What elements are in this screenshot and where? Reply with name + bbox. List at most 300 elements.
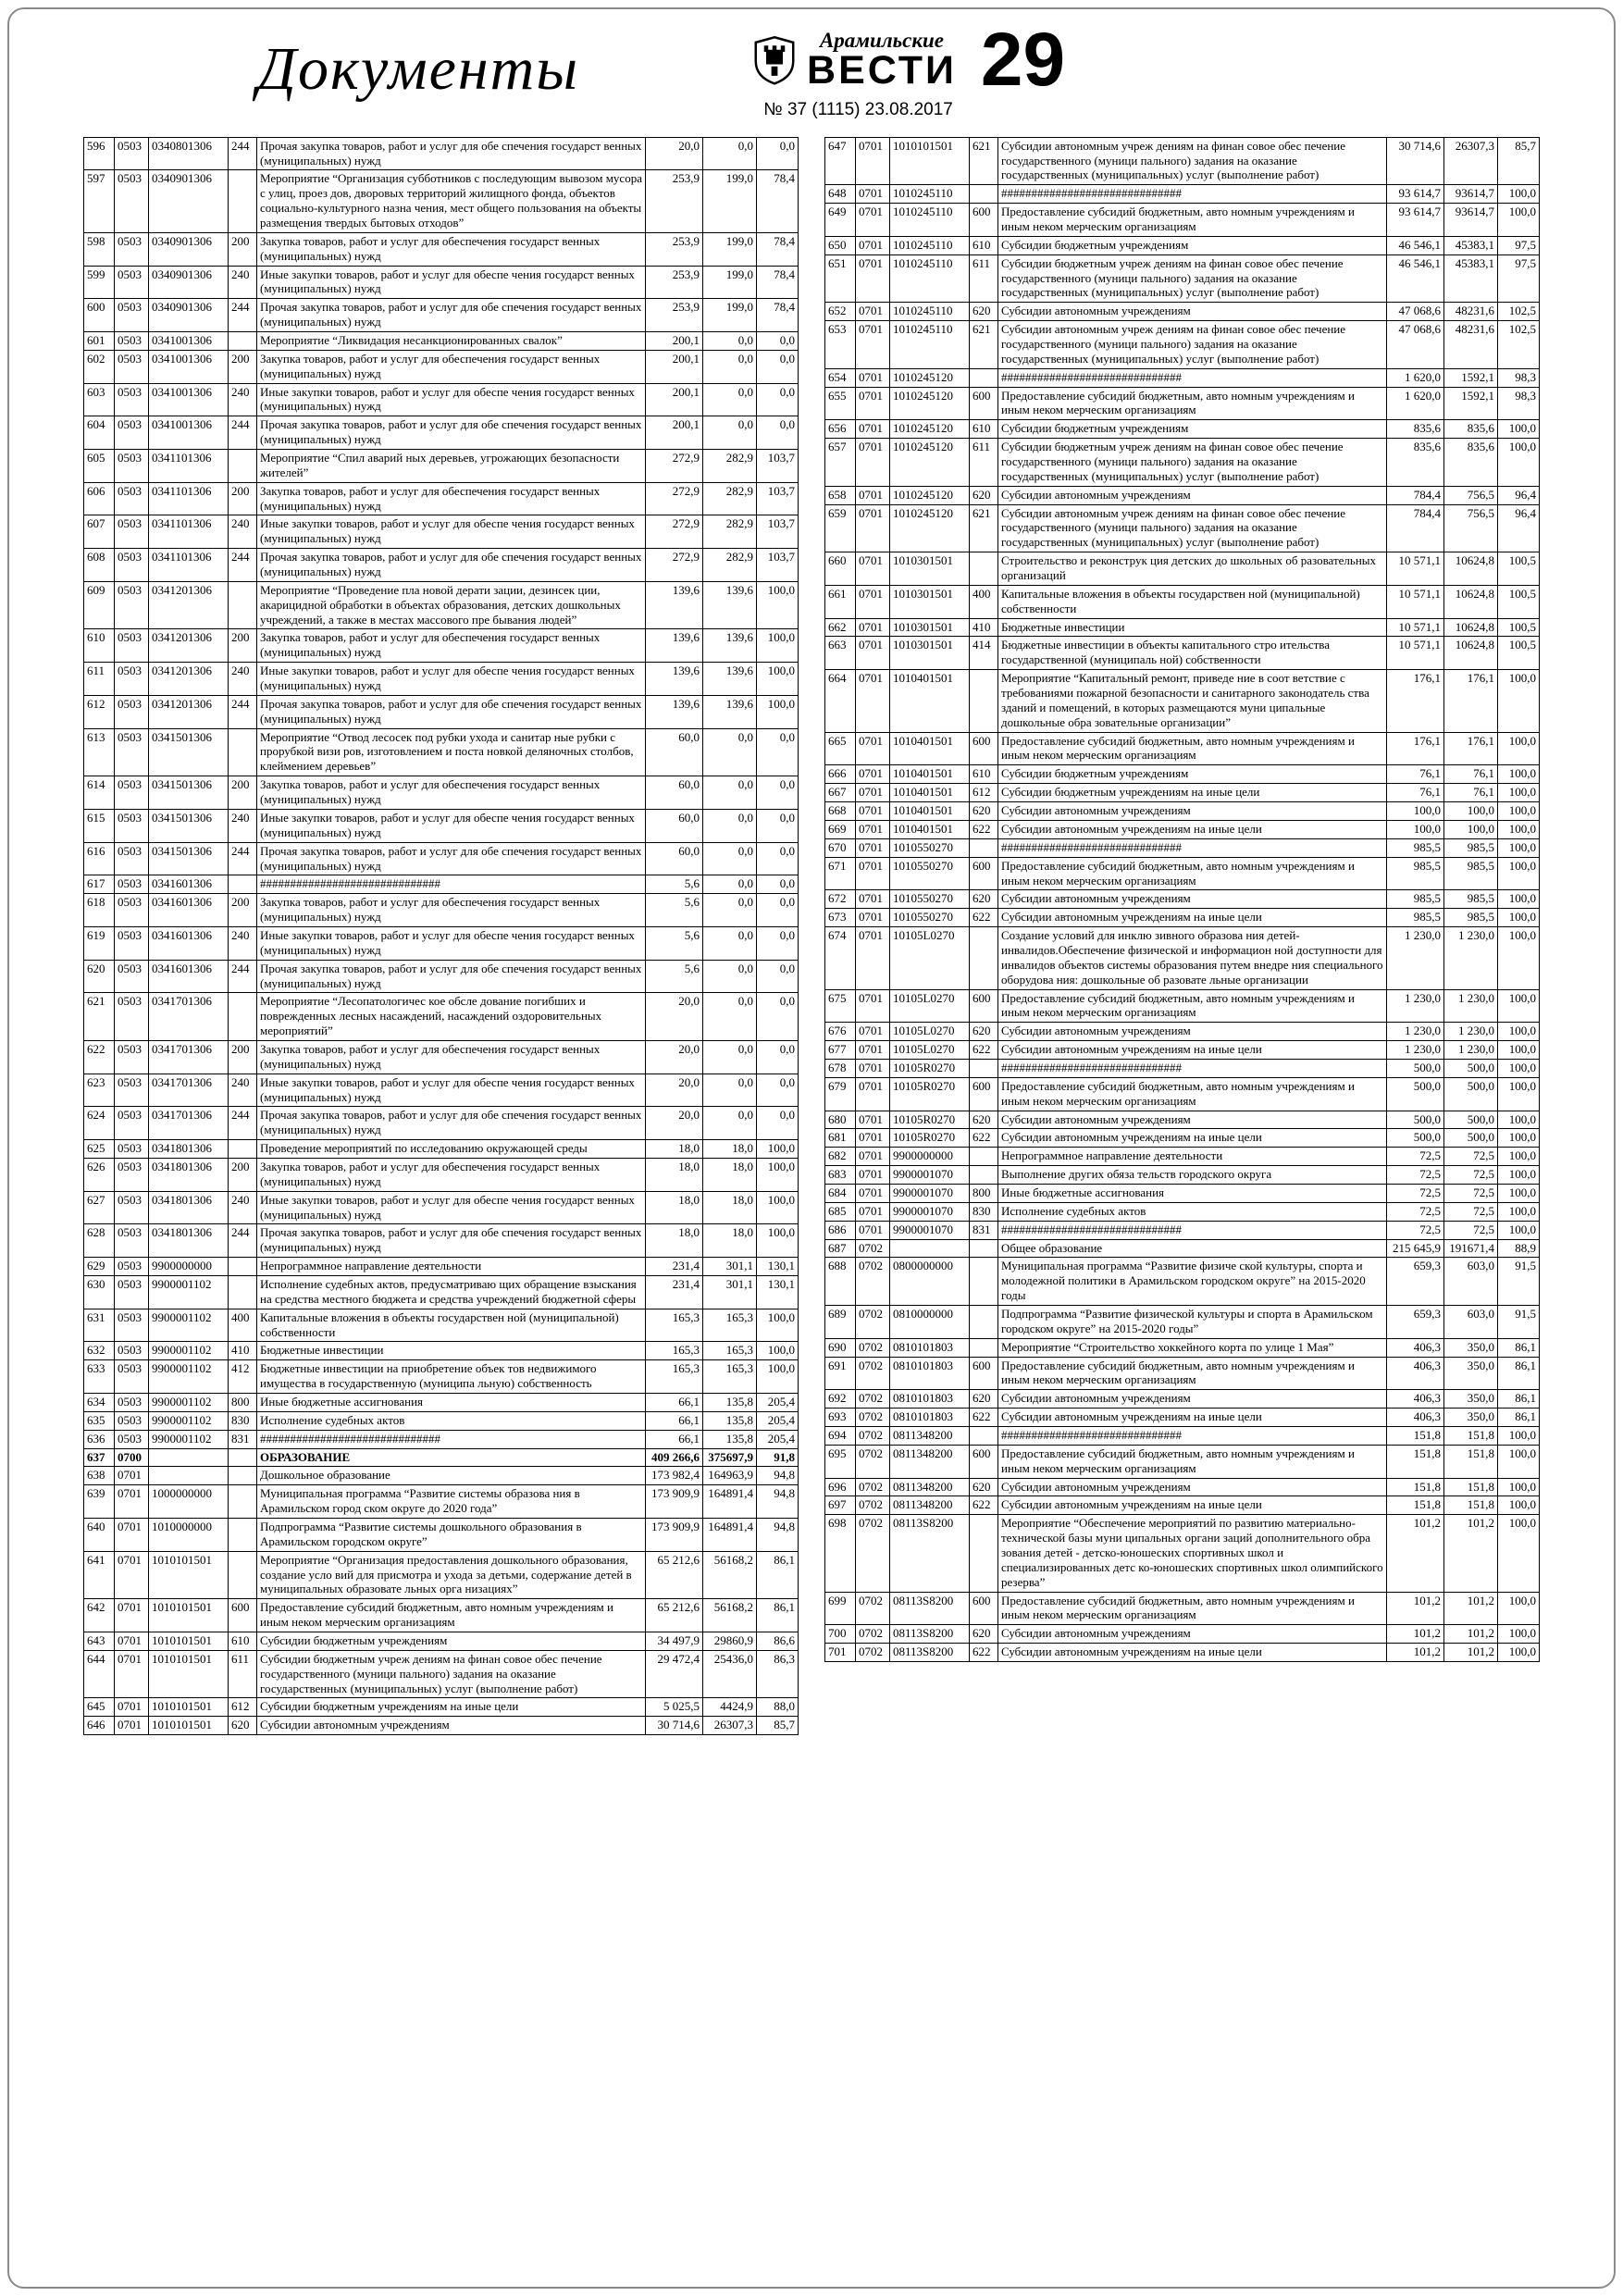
cell-section-code: 0701 [856, 670, 890, 732]
cell-plan-amount: 93 614,7 [1387, 185, 1444, 204]
cell-plan-amount: 93 614,7 [1387, 204, 1444, 237]
cell-target-code: 0810101803 [890, 1409, 970, 1427]
cell-expense-type [970, 838, 998, 857]
cell-name: Субсидии автономным учреж дениям на финан совое обес печение государственного (муници пального) задания на оказание государственных (муниципальных) услуг (выполнение работ) [998, 137, 1387, 185]
cell-executed-amount: 45383,1 [1444, 254, 1498, 303]
table-row [825, 368, 1540, 387]
cell-target-code: 9900000000 [890, 1148, 970, 1166]
cell-percent: 100,0 [1498, 439, 1540, 487]
cell-percent: 100,0 [757, 695, 799, 728]
table-row [84, 1599, 799, 1632]
cell-section-code: 0701 [115, 1717, 149, 1735]
cell-executed-amount: 603,0 [1444, 1258, 1498, 1306]
cell-row-number: 671 [825, 857, 856, 890]
cell-executed-amount: 199,0 [703, 170, 757, 232]
cell-target-code: 0811348200 [890, 1496, 970, 1515]
cell-section-code: 0503 [115, 728, 149, 776]
cell-name: Субсидии бюджетным учреждениям [998, 420, 1387, 439]
table-row [825, 1625, 1540, 1644]
table-row [825, 838, 1540, 857]
cell-name: Предоставление субсидий бюджетным, авто номным учреждениям и иным неком мерческим организациям [998, 1357, 1387, 1390]
cell-target-code: 0341101306 [149, 549, 229, 582]
cell-name: Субсидии автономным учреждениям [998, 303, 1387, 321]
cell-executed-amount: 151,8 [1444, 1427, 1498, 1446]
cell-executed-amount: 1 230,0 [1444, 989, 1498, 1023]
cell-section-code: 0503 [115, 416, 149, 450]
cell-expense-type: 830 [970, 1202, 998, 1221]
cell-executed-amount: 25436,0 [703, 1650, 757, 1698]
cell-expense-type: 610 [970, 420, 998, 439]
cell-section-code: 0701 [856, 1059, 890, 1077]
cell-plan-amount: 406,3 [1387, 1409, 1444, 1427]
cell-expense-type: 622 [970, 909, 998, 927]
cell-percent: 100,0 [757, 1360, 799, 1394]
cell-target-code: 1010550270 [890, 909, 970, 927]
cell-name: Субсидии бюджетным учреждениям [998, 236, 1387, 254]
cell-target-code: 0810101803 [890, 1390, 970, 1409]
table-row [825, 439, 1540, 487]
table-row [84, 1485, 799, 1519]
cell-plan-amount: 5 025,5 [646, 1698, 703, 1717]
cell-name: Субсидии бюджетным учреждениям [257, 1632, 646, 1651]
cell-plan-amount: 72,5 [1387, 1202, 1444, 1221]
cell-percent: 0,0 [757, 776, 799, 810]
table-row [84, 1448, 799, 1467]
cell-row-number: 642 [84, 1599, 115, 1632]
cell-expense-type: 244 [229, 1224, 257, 1258]
cell-target-code: 0811348200 [890, 1427, 970, 1446]
cell-percent: 100,0 [1498, 838, 1540, 857]
cell-target-code: 0341801306 [149, 1158, 229, 1191]
cell-section-code: 0701 [856, 1202, 890, 1221]
cell-expense-type: 410 [970, 618, 998, 637]
cell-row-number: 664 [825, 670, 856, 732]
cell-plan-amount: 176,1 [1387, 732, 1444, 765]
cell-target-code: 1010101501 [890, 137, 970, 185]
table-row [84, 299, 799, 332]
cell-expense-type: 610 [229, 1632, 257, 1651]
cell-percent: 94,8 [757, 1467, 799, 1485]
table-row [825, 1305, 1540, 1338]
cell-row-number: 609 [84, 581, 115, 629]
cell-expense-type: 611 [970, 254, 998, 303]
table-row [84, 1467, 799, 1485]
cell-name: Подпрограмма “Развитие системы дошкольного образования в Арамильском городском округе” [257, 1519, 646, 1552]
cell-name: Строительство и реконструк ция детских до школьных об разовательных организаций [998, 552, 1387, 586]
cell-expense-type: 400 [229, 1309, 257, 1342]
cell-executed-amount: 48231,6 [1444, 321, 1498, 369]
cell-expense-type: 240 [229, 266, 257, 299]
cell-plan-amount: 20,0 [646, 993, 703, 1041]
cell-percent: 91,8 [757, 1448, 799, 1467]
cell-expense-type: 621 [970, 504, 998, 552]
cell-executed-amount: 0,0 [703, 383, 757, 416]
cell-row-number: 635 [84, 1411, 115, 1430]
cell-name: Муниципальная программа “Развитие физиче ской культуры, спорта и молодежной политики в Арамильском городском округе” на 2015-2020 годы [998, 1258, 1387, 1306]
cell-plan-amount: 406,3 [1387, 1390, 1444, 1409]
cell-expense-type [229, 1140, 257, 1159]
cell-expense-type: 622 [970, 1644, 998, 1662]
cell-percent: 100,0 [757, 1140, 799, 1159]
cell-plan-amount: 5,6 [646, 960, 703, 993]
cell-name: Субсидии автономным учреждениям на иные цели [998, 1644, 1387, 1662]
cell-row-number: 647 [825, 137, 856, 185]
cell-percent: 97,5 [1498, 254, 1540, 303]
cell-expense-type: 600 [970, 989, 998, 1023]
cell-name: Иные закупки товаров, работ и услуг для обеспе чения государст венных (муниципальных) нужд [257, 663, 646, 696]
cell-target-code: 1010101501 [149, 1632, 229, 1651]
cell-target-code [890, 1239, 970, 1258]
table-row [84, 1394, 799, 1412]
table-row [825, 1644, 1540, 1662]
cell-expense-type: 622 [970, 1496, 998, 1515]
cell-plan-amount: 101,2 [1387, 1625, 1444, 1644]
cell-target-code: 0340901306 [149, 232, 229, 266]
cell-section-code: 0701 [856, 420, 890, 439]
cell-section-code: 0701 [856, 486, 890, 504]
cell-section-code: 0503 [115, 1258, 149, 1276]
cell-expense-type: 830 [229, 1411, 257, 1430]
cell-expense-type [229, 1275, 257, 1309]
cell-name: Дошкольное образование [257, 1467, 646, 1485]
cell-executed-amount: 0,0 [703, 960, 757, 993]
cell-target-code: 9900001070 [890, 1184, 970, 1202]
cell-expense-type: 200 [229, 1158, 257, 1191]
cell-target-code: 0341701306 [149, 1107, 229, 1140]
cell-row-number: 689 [825, 1305, 856, 1338]
cell-executed-amount: 101,2 [1444, 1592, 1498, 1625]
cell-executed-amount: 56168,2 [703, 1551, 757, 1599]
cell-percent: 100,0 [1498, 1166, 1540, 1185]
cell-section-code: 0701 [115, 1698, 149, 1717]
cell-expense-type: 412 [229, 1360, 257, 1394]
cell-section-code: 0503 [115, 695, 149, 728]
cell-target-code: 0341601306 [149, 960, 229, 993]
cell-row-number: 656 [825, 420, 856, 439]
cell-name: Исполнение судебных актов, предусматриваю щих обращение взыскания на средства местного бюджета и средства учреждений бюджетной сферы [257, 1275, 646, 1309]
cell-target-code: 1010401501 [890, 765, 970, 784]
cell-row-number: 668 [825, 802, 856, 821]
table-row [84, 1551, 799, 1599]
cell-executed-amount: 48231,6 [1444, 303, 1498, 321]
coat-of-arms-icon [753, 35, 796, 85]
cell-percent: 88,9 [1498, 1239, 1540, 1258]
cell-executed-amount: 165,3 [703, 1309, 757, 1342]
cell-row-number: 674 [825, 927, 856, 989]
cell-percent: 102,5 [1498, 321, 1540, 369]
cell-percent: 0,0 [757, 416, 799, 450]
cell-executed-amount: 76,1 [1444, 784, 1498, 802]
cell-expense-type [970, 1305, 998, 1338]
cell-name: Капитальные вложения в объекты государствен ной (муниципальной) собственности [998, 585, 1387, 618]
cell-expense-type [970, 1427, 998, 1446]
cell-row-number: 645 [84, 1698, 115, 1717]
cell-percent: 100,0 [1498, 1023, 1540, 1041]
cell-name: Закупка товаров, работ и услуг для обеспечения государст венных (муниципальных) нужд [257, 350, 646, 383]
cell-row-number: 649 [825, 204, 856, 237]
cell-target-code: 1010301501 [890, 552, 970, 586]
cell-plan-amount: 46 546,1 [1387, 254, 1444, 303]
cell-plan-amount: 151,8 [1387, 1427, 1444, 1446]
cell-expense-type: 620 [970, 1625, 998, 1644]
cell-name: Прочая закупка товаров, работ и услуг для обе спечения государст венных (муниципальных) нужд [257, 1107, 646, 1140]
cell-plan-amount: 253,9 [646, 266, 703, 299]
cell-percent: 100,0 [1498, 1644, 1540, 1662]
cell-section-code: 0702 [856, 1357, 890, 1390]
table-row [825, 1445, 1540, 1478]
cell-section-code: 0700 [115, 1448, 149, 1467]
cell-target-code: 10105L0270 [890, 1023, 970, 1041]
table-row [84, 1650, 799, 1698]
cell-name: Иные закупки товаров, работ и услуг для обеспе чения государст венных (муниципальных) нужд [257, 266, 646, 299]
cell-row-number: 614 [84, 776, 115, 810]
cell-row-number: 601 [84, 332, 115, 351]
cell-plan-amount: 101,2 [1387, 1644, 1444, 1662]
table-row [84, 1309, 799, 1342]
cell-target-code: 1010101501 [149, 1698, 229, 1717]
table-row [84, 776, 799, 810]
cell-plan-amount: 72,5 [1387, 1221, 1444, 1239]
cell-plan-amount: 10 571,1 [1387, 585, 1444, 618]
cell-expense-type [229, 1519, 257, 1552]
cell-executed-amount: 0,0 [703, 1074, 757, 1107]
cell-row-number: 662 [825, 618, 856, 637]
cell-name: ############################## [998, 368, 1387, 387]
table-row [825, 137, 1540, 185]
cell-percent: 103,7 [757, 549, 799, 582]
cell-row-number: 699 [825, 1592, 856, 1625]
cell-plan-amount: 72,5 [1387, 1148, 1444, 1166]
cell-executed-amount: 985,5 [1444, 857, 1498, 890]
cell-percent: 100,0 [757, 1224, 799, 1258]
cell-section-code: 0701 [856, 765, 890, 784]
cell-section-code: 0503 [115, 515, 149, 549]
cell-plan-amount: 151,8 [1387, 1478, 1444, 1496]
cell-name: Мероприятие “Спил аварий ных деревьев, угрожающих безопасности жителей” [257, 450, 646, 483]
cell-plan-amount: 139,6 [646, 629, 703, 663]
cell-row-number: 634 [84, 1394, 115, 1412]
table-row [84, 894, 799, 927]
cell-target-code: 10105R0270 [890, 1111, 970, 1129]
cell-executed-amount: 72,5 [1444, 1148, 1498, 1166]
table-row [84, 1074, 799, 1107]
cell-target-code: 0341601306 [149, 875, 229, 894]
table-row [84, 1430, 799, 1448]
cell-percent: 100,0 [1498, 927, 1540, 989]
cell-section-code: 0701 [856, 1023, 890, 1041]
cell-target-code: 0341801306 [149, 1224, 229, 1258]
cell-percent: 100,0 [1498, 765, 1540, 784]
cell-target-code: 0341101306 [149, 450, 229, 483]
cell-expense-type: 612 [229, 1698, 257, 1717]
cell-percent: 91,5 [1498, 1258, 1540, 1306]
cell-expense-type: 240 [229, 1074, 257, 1107]
cell-row-number: 652 [825, 303, 856, 321]
cell-percent: 86,6 [757, 1632, 799, 1651]
cell-name: Предоставление субсидий бюджетным, авто номным учреждениям и иным неком мерческим организациям [998, 989, 1387, 1023]
cell-section-code: 0701 [856, 838, 890, 857]
cell-executed-amount: 10624,8 [1444, 552, 1498, 586]
cell-executed-amount: 0,0 [703, 926, 757, 960]
cell-percent: 0,0 [757, 875, 799, 894]
cell-row-number: 685 [825, 1202, 856, 1221]
cell-expense-type [970, 1166, 998, 1185]
cell-name: Непрограммное направление деятельности [998, 1148, 1387, 1166]
cell-section-code: 0701 [856, 137, 890, 185]
cell-row-number: 622 [84, 1040, 115, 1074]
cell-plan-amount: 20,0 [646, 137, 703, 170]
cell-plan-amount: 985,5 [1387, 838, 1444, 857]
cell-row-number: 615 [84, 809, 115, 842]
table-row [84, 1275, 799, 1309]
cell-plan-amount: 985,5 [1387, 857, 1444, 890]
table-row [825, 585, 1540, 618]
cell-expense-type: 622 [970, 1409, 998, 1427]
table-row [825, 504, 1540, 552]
cell-executed-amount: 500,0 [1444, 1129, 1498, 1148]
cell-row-number: 690 [825, 1338, 856, 1357]
cell-plan-amount: 139,6 [646, 695, 703, 728]
cell-row-number: 629 [84, 1258, 115, 1276]
cell-target-code: 10105R0270 [890, 1077, 970, 1111]
cell-expense-type [229, 1485, 257, 1519]
cell-expense-type: 200 [229, 232, 257, 266]
cell-section-code: 0701 [856, 185, 890, 204]
cell-plan-amount: 29 472,4 [646, 1650, 703, 1698]
cell-row-number: 670 [825, 838, 856, 857]
cell-percent: 100,0 [1498, 204, 1540, 237]
cell-section-code: 0701 [115, 1650, 149, 1698]
cell-target-code: 9900001102 [149, 1430, 229, 1448]
cell-section-code: 0701 [856, 784, 890, 802]
cell-target-code: 0810101803 [890, 1338, 970, 1357]
cell-plan-amount: 835,6 [1387, 420, 1444, 439]
cell-executed-amount: 135,8 [703, 1411, 757, 1430]
cell-plan-amount: 200,1 [646, 350, 703, 383]
cell-row-number: 651 [825, 254, 856, 303]
cell-expense-type: 621 [970, 137, 998, 185]
cell-executed-amount: 375697,9 [703, 1448, 757, 1467]
cell-row-number: 677 [825, 1041, 856, 1060]
cell-percent: 98,3 [1498, 387, 1540, 420]
table-row [84, 1717, 799, 1735]
cell-row-number: 636 [84, 1430, 115, 1448]
cell-executed-amount: 135,8 [703, 1430, 757, 1448]
cell-target-code [149, 1467, 229, 1485]
cell-target-code: 1000000000 [149, 1485, 229, 1519]
cell-percent: 0,0 [757, 350, 799, 383]
cell-percent: 0,0 [757, 1107, 799, 1140]
table-row [825, 1496, 1540, 1515]
cell-percent: 100,5 [1498, 552, 1540, 586]
cell-plan-amount: 66,1 [646, 1430, 703, 1448]
cell-target-code: 0341201306 [149, 663, 229, 696]
cell-section-code: 0702 [856, 1496, 890, 1515]
cell-plan-amount: 200,1 [646, 416, 703, 450]
cell-plan-amount: 784,4 [1387, 486, 1444, 504]
cell-name: Субсидии автономным учреж дениям на финан совое обес печение государственного (муници пального) задания на оказание государственных (муниципальных) услуг (выполнение работ) [998, 321, 1387, 369]
cell-name: Предоставление субсидий бюджетным, авто номным учреждениям и иным неком мерческим организациям [257, 1599, 646, 1632]
cell-section-code: 0503 [115, 1224, 149, 1258]
cell-target-code: 1010245120 [890, 420, 970, 439]
cell-row-number: 632 [84, 1342, 115, 1360]
cell-name: Субсидии бюджетным учреж дениям на финан совое обес печение государственного (муници пального) задания на оказание государственных (муниципальных) услуг (выполнение работ) [998, 439, 1387, 487]
cell-row-number: 700 [825, 1625, 856, 1644]
cell-percent: 0,0 [757, 960, 799, 993]
cell-executed-amount: 18,0 [703, 1191, 757, 1224]
cell-row-number: 659 [825, 504, 856, 552]
cell-row-number: 650 [825, 236, 856, 254]
cell-executed-amount: 26307,3 [1444, 137, 1498, 185]
cell-name: Бюджетные инвестиции [998, 618, 1387, 637]
cell-plan-amount: 231,4 [646, 1258, 703, 1276]
cell-percent: 100,0 [1498, 1496, 1540, 1515]
cell-expense-type [229, 1551, 257, 1599]
cell-executed-amount: 10624,8 [1444, 637, 1498, 670]
cell-name: Иные закупки товаров, работ и услуг для обеспе чения государст венных (муниципальных) нужд [257, 926, 646, 960]
table-row [84, 960, 799, 993]
cell-row-number: 625 [84, 1140, 115, 1159]
cell-executed-amount: 72,5 [1444, 1184, 1498, 1202]
cell-percent: 0,0 [757, 1040, 799, 1074]
cell-target-code: 1010401501 [890, 670, 970, 732]
cell-percent: 100,0 [1498, 1427, 1540, 1446]
cell-expense-type: 620 [970, 1390, 998, 1409]
cell-name: Иные закупки товаров, работ и услуг для обеспе чения государст венных (муниципальных) нужд [257, 383, 646, 416]
cell-percent: 100,0 [1498, 732, 1540, 765]
cell-percent: 100,0 [757, 1191, 799, 1224]
cell-expense-type: 600 [970, 204, 998, 237]
cell-percent: 0,0 [757, 137, 799, 170]
cell-target-code: 1010401501 [890, 784, 970, 802]
table-row [825, 303, 1540, 321]
cell-name: Проведение мероприятий по исследованию окружающей среды [257, 1140, 646, 1159]
document-body [0, 126, 1623, 1764]
cell-plan-amount: 60,0 [646, 842, 703, 875]
cell-section-code: 0701 [856, 1077, 890, 1111]
table-row [84, 1632, 799, 1651]
cell-section-code: 0701 [115, 1551, 149, 1599]
cell-percent: 86,1 [1498, 1338, 1540, 1357]
cell-executed-amount: 0,0 [703, 332, 757, 351]
cell-plan-amount: 47 068,6 [1387, 303, 1444, 321]
cell-target-code: 1010550270 [890, 857, 970, 890]
cell-target-code: 0341001306 [149, 416, 229, 450]
cell-percent: 130,1 [757, 1258, 799, 1276]
cell-target-code: 0811348200 [890, 1445, 970, 1478]
cell-percent: 100,0 [757, 1309, 799, 1342]
cell-row-number: 679 [825, 1077, 856, 1111]
cell-plan-amount: 406,3 [1387, 1338, 1444, 1357]
cell-target-code: 1010101501 [149, 1551, 229, 1599]
cell-name: Закупка товаров, работ и услуг для обеспечения государст венных (муниципальных) нужд [257, 629, 646, 663]
cell-plan-amount: 1 620,0 [1387, 368, 1444, 387]
cell-percent: 100,0 [1498, 909, 1540, 927]
cell-executed-amount: 282,9 [703, 482, 757, 515]
cell-section-code: 0701 [856, 585, 890, 618]
cell-name: Закупка товаров, работ и услуг для обеспечения государст венных (муниципальных) нужд [257, 1040, 646, 1074]
cell-executed-amount: 165,3 [703, 1360, 757, 1394]
table-row [84, 450, 799, 483]
cell-percent: 96,4 [1498, 486, 1540, 504]
table-row [84, 232, 799, 266]
cell-executed-amount: 0,0 [703, 1107, 757, 1140]
brand-name-top: Арамильские [819, 28, 945, 52]
cell-expense-type: 200 [229, 629, 257, 663]
cell-executed-amount: 139,6 [703, 663, 757, 696]
cell-target-code: 0810000000 [890, 1305, 970, 1338]
cell-target-code: 9900001102 [149, 1342, 229, 1360]
